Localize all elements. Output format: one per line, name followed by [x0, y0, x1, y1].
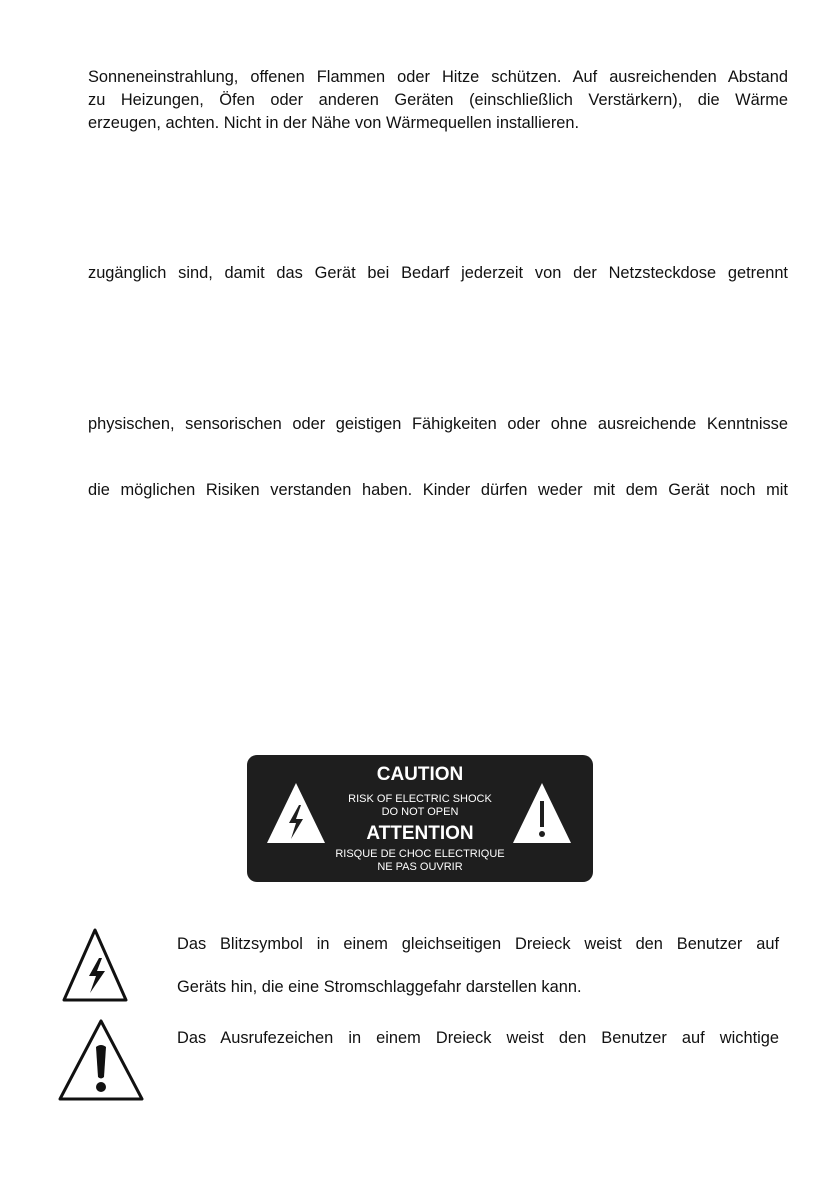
text-line-children: die möglichen Risiken verstanden haben. Kinder dürfen weder mit dem Gerät noch mit — [88, 481, 788, 499]
lightning-text-line1: Das Blitzsymbol in einem gleichseitigen Dreieck weist den Benutzer auf — [177, 935, 779, 953]
exclamation-triangle-icon — [57, 1017, 145, 1103]
attention-line1: RISQUE DE CHOC ELECTRIQUE — [335, 848, 505, 860]
paragraph1-line2: zu Heizungen, Öfen oder anderen Geräten (einschließlich Verstärkern), die Wärme — [88, 91, 788, 109]
attention-title: ATTENTION — [366, 823, 474, 844]
text-line-physical: physischen, sensorischen oder geistigen Fähigkeiten oder ohne ausreichende Kenntnisse — [88, 415, 788, 433]
text-line-access: zugänglich sind, damit das Gerät bei Bedarf jederzeit von der Netzsteckdose getrennt — [88, 264, 788, 282]
paragraph1-line1: Sonneneinstrahlung, offenen Flammen oder Hitze schützen. Auf ausreichenden Abstand — [88, 68, 788, 86]
caution-line2: DO NOT OPEN — [381, 806, 459, 818]
caution-label — [247, 755, 593, 882]
paragraph1-line3: erzeugen, achten. Nicht in der Nähe von Wärmequellen installieren. — [88, 114, 580, 132]
caution-line1: RISK OF ELECTRIC SHOCK — [348, 793, 492, 805]
lightning-triangle-icon — [61, 927, 129, 1003]
lightning-text-line2: Geräts hin, die eine Stromschlaggefahr darstellen kann. — [177, 978, 582, 996]
attention-line2: NE PAS OUVRIR — [377, 861, 463, 873]
exclamation-text-line1: Das Ausrufezeichen in einem Dreieck weist den Benutzer auf wichtige — [177, 1029, 779, 1047]
caution-title: CAUTION — [376, 764, 464, 785]
